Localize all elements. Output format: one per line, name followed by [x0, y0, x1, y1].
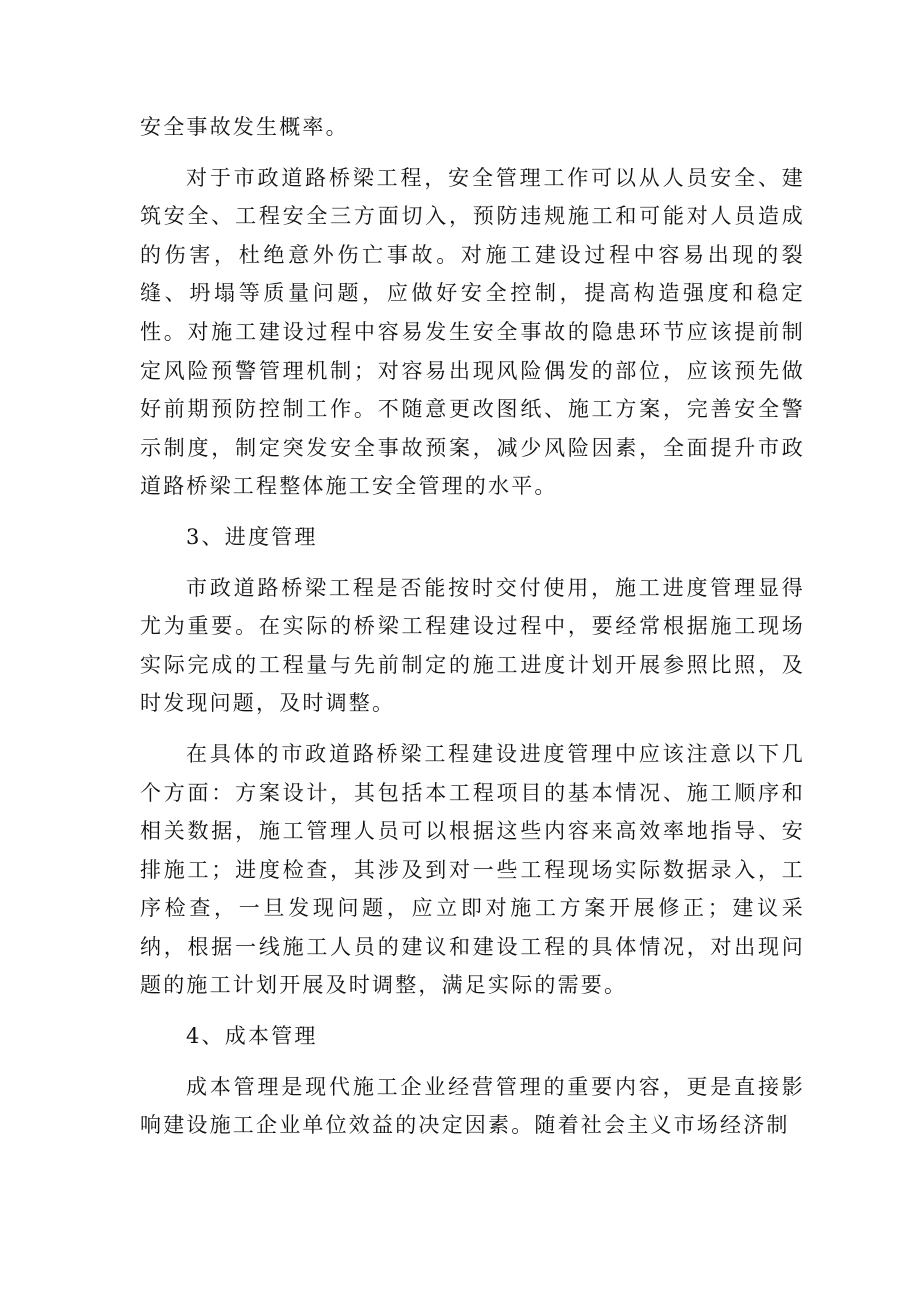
document-body — [140, 108, 805, 1157]
paragraph-progress-aspects: 在具体的市政道路桥梁工程建设进度管理中应该注意以下几个方面：方案设计，其包括本工程项目的基本情况、施工顺序和相关数据，施工管理人员可以根据这些内容来高效率地指导、安排施工；进度检查，其涉及到对一些工程现场实际数据录入，工序检查，一旦发现问题，应立即对施工方案开展修正；建议采纳，根据一线施工人员的建议和建设工程的具体情况，对出现问题的施工计划开展及时调整，满足实际的需要。 — [140, 741, 805, 998]
paragraph-cost-management: 成本管理是现代施工企业经营管理的重要内容，更是直接影响建设施工企业单位效益的决定因素。随着社会主义市场经济制 — [140, 1074, 805, 1138]
section-heading-progress: 3、进度管理 — [186, 524, 318, 549]
section-heading-cost: 4、成本管理 — [186, 1024, 318, 1049]
paragraph-progress-importance: 市政道路桥梁工程是否能按时交付使用，施工进度管理显得尤为重要。在实际的桥梁工程建设过程中，要经常根据施工现场实际完成的工程量与先前制定的施工进度计划开展参照比照，及时发现问题，及时调整。 — [140, 575, 805, 716]
paragraph-continuation: 安全事故发生概率。 — [140, 115, 349, 139]
paragraph-safety-management: 对于市政道路桥梁工程，安全管理工作可以从人员安全、建筑安全、工程安全三方面切入，预防违规施工和可能对人员造成的伤害，杜绝意外伤亡事故。对施工建设过程中容易出现的裂缝、坍塌等质量问题，应做好安全控制，提高构造强度和稳定性。对施工建设过程中容易发生安全事故的隐患环节应该提前制定风险预警管理机制；对容易出现风险偶发的部位，应该预先做好前期预防控制工作。不随意更改图纸、施工方案，完善安全警示制度，制定突发安全事故预案，减少风险因素，全面提升市政道路桥梁工程整体施工安全管理的水平。 — [140, 165, 805, 499]
